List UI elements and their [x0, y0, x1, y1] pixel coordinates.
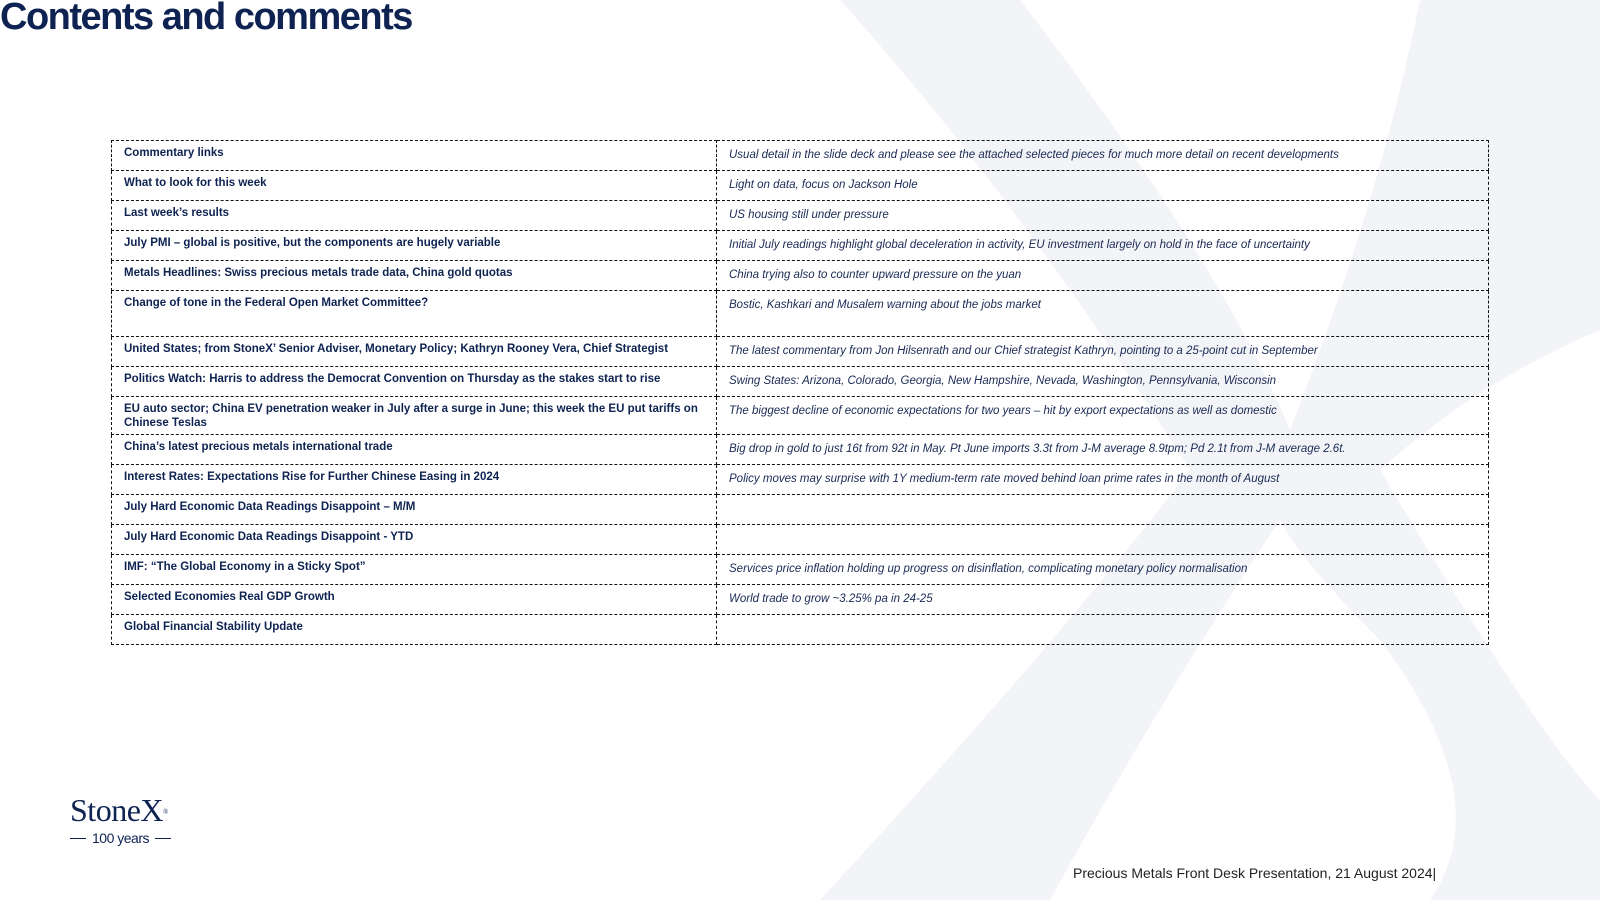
comment-cell [717, 615, 1489, 645]
comment-cell: Usual detail in the slide deck and please see the attached selected pieces for much more detail on recent developments [717, 141, 1489, 171]
comment-cell: Big drop in gold to just 16t from 92t in May. Pt June imports 3.3t from J-M average 8.9tpm; Pd 2.1t from J-M average 2.6t. [717, 435, 1489, 465]
topic-cell: Politics Watch: Harris to address the Democrat Convention on Thursday as the stakes start to rise [112, 367, 717, 397]
stonex-logo [70, 794, 171, 846]
topic-cell: Commentary links [112, 141, 717, 171]
table-row [112, 555, 1489, 585]
topic-cell: China’s latest precious metals international trade [112, 435, 717, 465]
comment-cell: China trying also to counter upward pressure on the yuan [717, 261, 1489, 291]
logo-dash-left [70, 838, 86, 839]
table-row [112, 231, 1489, 261]
page-title: Contents and comments [0, 0, 412, 38]
topic-cell: Selected Economies Real GDP Growth [112, 585, 717, 615]
logo-wordmark [70, 794, 171, 826]
table-row [112, 367, 1489, 397]
comment-cell: US housing still under pressure [717, 201, 1489, 231]
topic-cell: July Hard Economic Data Readings Disappoint - YTD [112, 525, 717, 555]
table-row [112, 465, 1489, 495]
comment-cell: Swing States: Arizona, Colorado, Georgia, New Hampshire, Nevada, Washington, Pennsylvania, Wisconsin [717, 367, 1489, 397]
comment-cell: World trade to grow ~3.25% pa in 24-25 [717, 585, 1489, 615]
topic-cell: July Hard Economic Data Readings Disappoint – M/M [112, 495, 717, 525]
comment-cell: The latest commentary from Jon Hilsenrath and our Chief strategist Kathryn, pointing to a 25-point cut in September [717, 337, 1489, 367]
table-row [112, 337, 1489, 367]
topic-cell: IMF: “The Global Economy in a Sticky Spot” [112, 555, 717, 585]
topic-cell: What to look for this week [112, 171, 717, 201]
topic-cell: Interest Rates: Expectations Rise for Further Chinese Easing in 2024 [112, 465, 717, 495]
table-row [112, 171, 1489, 201]
topic-cell: July PMI – global is positive, but the components are hugely variable [112, 231, 717, 261]
table-row [112, 435, 1489, 465]
logo-tagline: 100 years [92, 830, 149, 846]
contents-table [111, 140, 1489, 645]
table-row [112, 201, 1489, 231]
topic-cell: Metals Headlines: Swiss precious metals trade data, China gold quotas [112, 261, 717, 291]
table-row [112, 141, 1489, 171]
comment-cell [717, 495, 1489, 525]
topic-cell: Global Financial Stability Update [112, 615, 717, 645]
comment-cell [717, 525, 1489, 555]
comment-cell: Policy moves may surprise with 1Y medium-term rate moved behind loan prime rates in the month of August [717, 465, 1489, 495]
comment-cell: Bostic, Kashkari and Musalem warning about the jobs market [717, 291, 1489, 337]
logo-name: StoneX [70, 792, 163, 828]
comment-cell: Services price inflation holding up progress on disinflation, complicating monetary policy normalisation [717, 555, 1489, 585]
topic-cell: Change of tone in the Federal Open Market Committee? [112, 291, 717, 337]
table-row [112, 291, 1489, 337]
topic-cell: EU auto sector; China EV penetration weaker in July after a surge in June; this week the EU put tariffs on Chinese Teslas [112, 397, 717, 435]
table-row [112, 585, 1489, 615]
comment-cell: Light on data, focus on Jackson Hole [717, 171, 1489, 201]
table-row [112, 495, 1489, 525]
topic-cell: United States; from StoneX’ Senior Adviser, Monetary Policy; Kathryn Rooney Vera, Chief Strategist [112, 337, 717, 367]
footer-text: Precious Metals Front Desk Presentation, 21 August 2024| [1073, 865, 1437, 881]
logo-registered-mark: ® [163, 808, 168, 816]
logo-tagline-row [70, 830, 171, 846]
table-row [112, 615, 1489, 645]
topic-cell: Last week’s results [112, 201, 717, 231]
table-row [112, 261, 1489, 291]
comment-cell: The biggest decline of economic expectations for two years – hit by export expectations as well as domestic [717, 397, 1489, 435]
table-row [112, 397, 1489, 435]
logo-dash-right [155, 838, 171, 839]
comment-cell: Initial July readings highlight global deceleration in activity, EU investment largely on hold in the face of uncertainty [717, 231, 1489, 261]
table-row [112, 525, 1489, 555]
